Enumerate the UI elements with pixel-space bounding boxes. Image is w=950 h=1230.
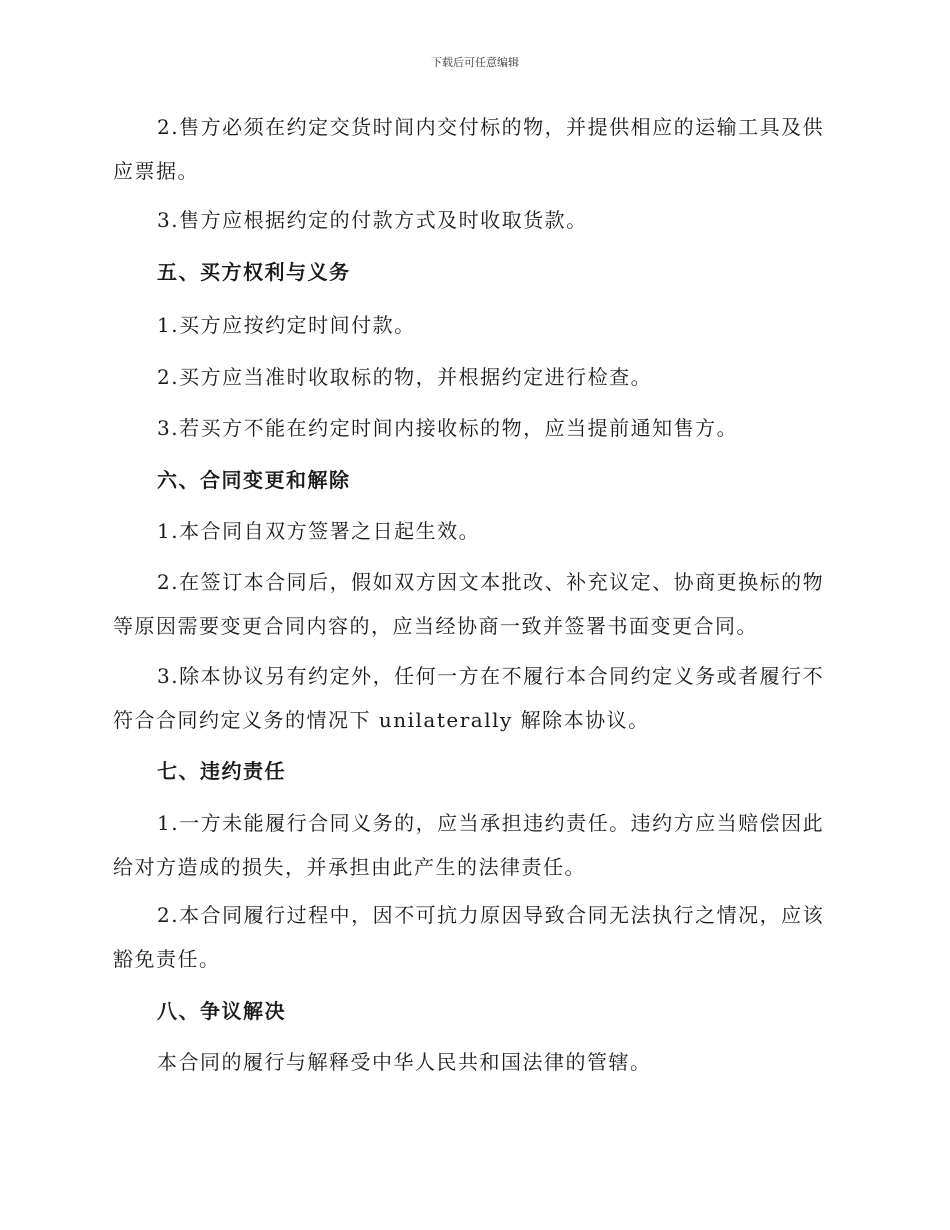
paragraph-governing-law: 本合同的履行与解释受中华人民共和国法律的管辖。 [157, 1050, 652, 1074]
paragraph-termination: 3.除本协议另有约定外，任何一方在不履行本合同约定义务或者履行不符合合同约定义务的情况下 unilaterally 解除本协议。 [113, 664, 825, 732]
section-heading-liability: 七、违约责任 [157, 759, 286, 783]
paragraph-seller-payment: 3.售方应根据约定的付款方式及时收取货款。 [157, 208, 588, 232]
paragraph-buyer-pay: 1.买方应按约定时间付款。 [157, 313, 416, 337]
paragraph-amendment: 2.在签订本合同后，假如双方因文本批改、补充议定、协商更换标的物等原因需要变更合同内容的，应当经协商一致并签署书面变更合同。 [113, 570, 825, 638]
paragraph-force-majeure: 2.本合同履行过程中，因不可抗力原因导致合同无法执行之情况，应该豁免责任。 [113, 903, 825, 971]
page-header: 下载后可任意编辑 [431, 56, 519, 69]
paragraph-breach: 1.一方未能履行合同义务的，应当承担违约责任。违约方应当赔偿因此给对方造成的损失，并承担由此产生的法律责任。 [113, 811, 825, 879]
paragraph-effective: 1.本合同自双方签署之日起生效。 [157, 519, 481, 543]
section-heading-dispute: 八、争议解决 [157, 999, 286, 1023]
paragraph-buyer-receive: 2.买方应当准时收取标的物，并根据约定进行检查。 [157, 365, 653, 389]
paragraph-seller-delivery: 2.售方必须在约定交货时间内交付标的物，并提供相应的运输工具及供应票据。 [113, 115, 825, 183]
paragraph-buyer-notify: 3.若买方不能在约定时间内接收标的物，应当提前通知售方。 [157, 416, 739, 440]
section-heading-change-termination: 六、合同变更和解除 [157, 468, 351, 492]
section-heading-buyer-rights: 五、买方权利与义务 [157, 260, 351, 284]
